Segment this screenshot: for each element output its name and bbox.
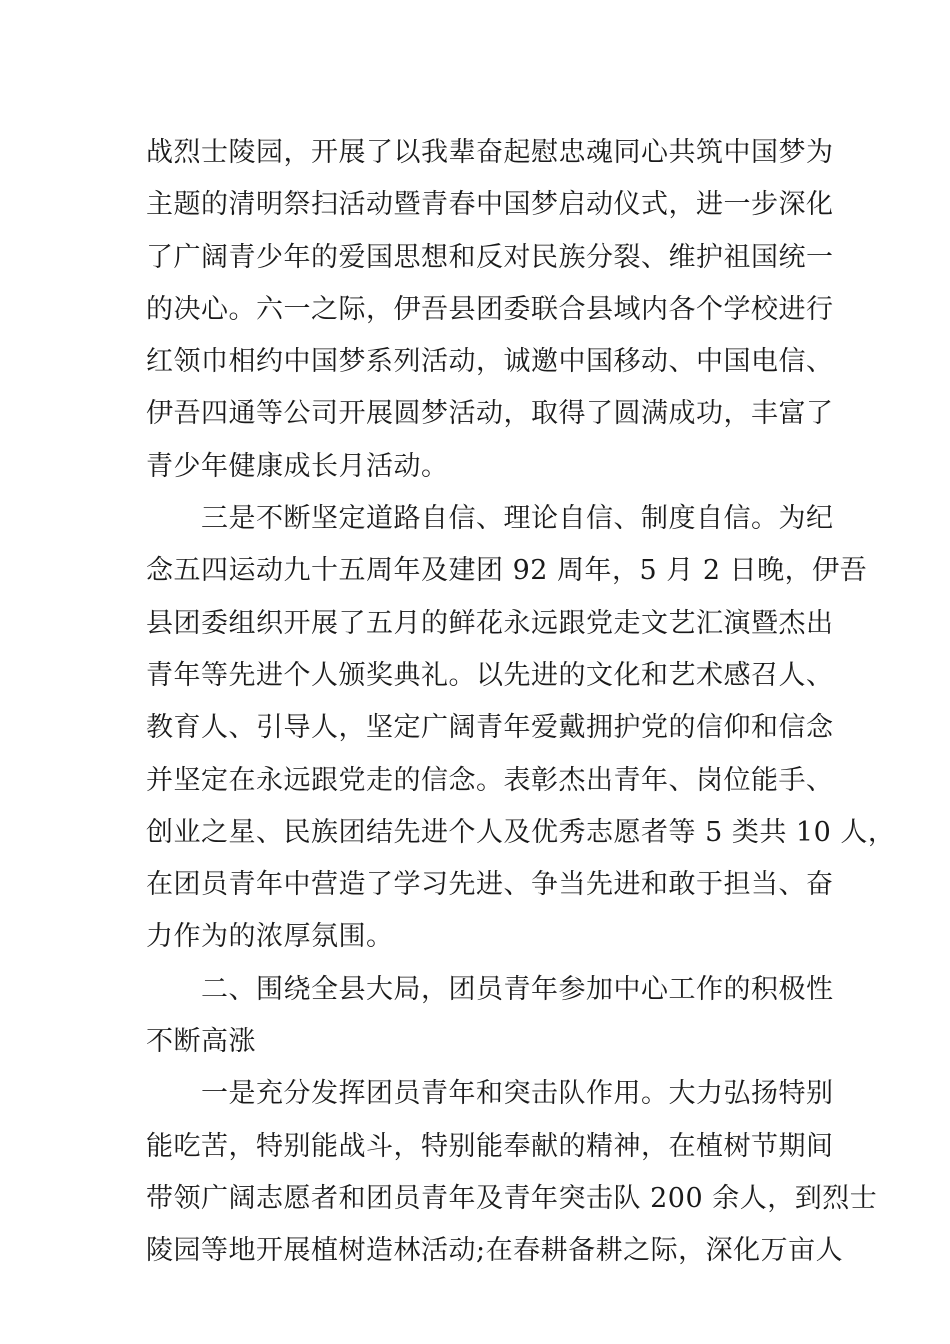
text-line: 不断高涨 (146, 1026, 256, 1058)
text-line: 带领广阔志愿者和团员青年及青年突击队 200 余人，到烈士 (146, 1182, 878, 1214)
text-line: 红领巾相约中国梦系列活动，诚邀中国移动、中国电信、 (146, 346, 834, 378)
text-line: 教育人、引导人，坚定广阔青年爱戴拥护党的信仰和信念 (146, 712, 834, 744)
text-line: 战烈士陵园，开展了以我辈奋起慰忠魂同心共筑中国梦为 (146, 137, 834, 168)
text-line: 主题的清明祭扫活动暨青春中国梦启动仪式，进一步深化 (146, 189, 834, 221)
text-line: 在团员青年中营造了学习先进、争当先进和敢于担当、奋 (146, 869, 834, 901)
text-line: 一是充分发挥团员青年和突击队作用。大力弘扬特别 (146, 1078, 834, 1110)
text-line: 伊吾四通等公司开展圆梦活动，取得了圆满成功，丰富了 (146, 398, 834, 430)
text-line: 的决心。六一之际，伊吾县团委联合县域内各个学校进行 (146, 293, 834, 325)
text-line: 创业之星、民族团结先进个人及优秀志愿者等 5 类共 10 人， (146, 816, 896, 848)
text-line: 陵园等地开展植树造林活动;在春耕备耕之际，深化万亩人 (146, 1235, 844, 1267)
text-line: 力作为的浓厚氛围。 (146, 921, 394, 953)
text-line: 青年等先进个人颁奖典礼。以先进的文化和艺术感召人、 (146, 659, 834, 691)
text-line: 三是不断坚定道路自信、理论自信、制度自信。为纪 (146, 503, 834, 535)
text-line: 能吃苦，特别能战斗，特别能奉献的精神，在植树节期间 (146, 1130, 834, 1162)
document-body (146, 127, 896, 1278)
text-line: 县团委组织开展了五月的鲜花永远跟党走文艺汇演暨杰出 (146, 607, 834, 639)
text-line: 二、围绕全县大局，团员青年参加中心工作的积极性 (146, 973, 834, 1005)
text-line: 并坚定在永远跟党走的信念。表彰杰出青年、岗位能手、 (146, 764, 834, 796)
text-line: 青少年健康成长月活动。 (146, 450, 449, 482)
text-line: 念五四运动九十五周年及建团 92 周年，5 月 2 日晚，伊吾 (146, 555, 868, 587)
text-line: 了广阔青少年的爱国思想和反对民族分裂、维护祖国统一 (146, 241, 834, 273)
